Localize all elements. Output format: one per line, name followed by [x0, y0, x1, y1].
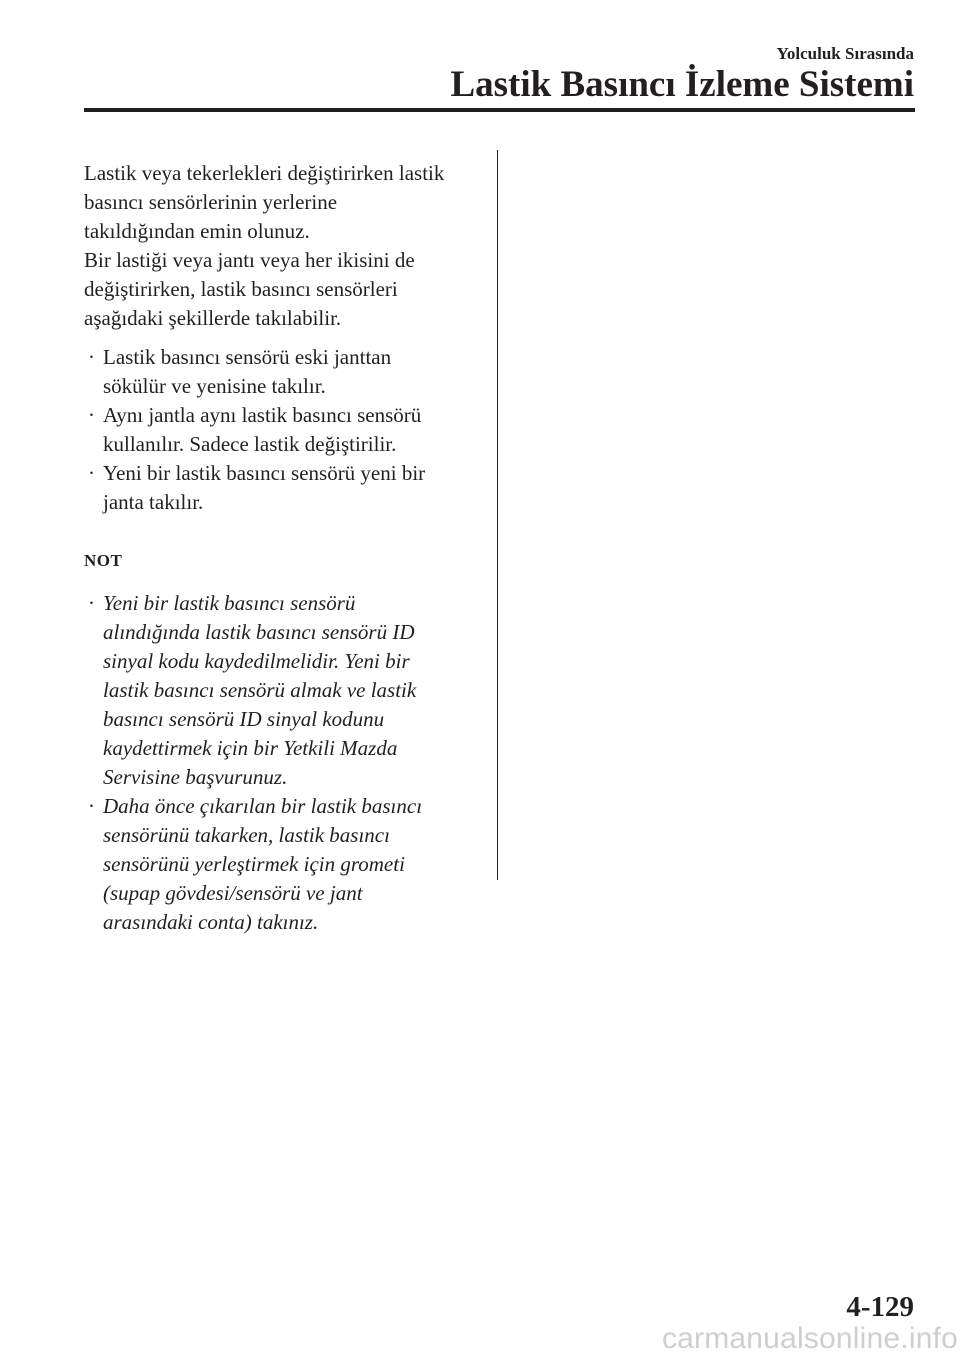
- list-item: [84, 343, 484, 401]
- text-line: basıncı sensörü ID sinyal kodunu: [103, 707, 385, 731]
- bullet-icon: ·: [88, 345, 95, 369]
- text-line: lastik basıncı sensörü almak ve lastik: [103, 678, 417, 702]
- list-item: [84, 792, 484, 937]
- bullet-list: [84, 343, 484, 517]
- text-line: aşağıdaki şekillerde takılabilir.: [84, 306, 342, 330]
- text-line: Yeni bir lastik basıncı sensörü yeni bir: [103, 461, 426, 485]
- list-item: [84, 401, 484, 459]
- text-line: Servisine başvurunuz.: [103, 765, 288, 789]
- text-line: sensörünü yerleştirmek için grometi: [103, 852, 405, 876]
- text-line: kullanılır. Sadece lastik değiştirilir.: [103, 432, 397, 456]
- text-line: Bir lastiği veya jantı veya her ikisini de: [84, 248, 415, 272]
- page-number: 4-129: [846, 1291, 914, 1323]
- text-line: Lastik veya tekerlekleri değiştirirken lastik: [84, 161, 445, 185]
- note-label: NOT: [84, 551, 123, 570]
- text-line: basıncı sensörlerinin yerlerine: [84, 190, 338, 214]
- text-line: janta takılır.: [103, 490, 204, 514]
- text-line: sökülür ve yenisine takılır.: [103, 374, 326, 398]
- text-line: değiştirirken, lastik basıncı sensörleri: [84, 277, 398, 301]
- text-line: Yeni bir lastik basıncı sensörü: [103, 591, 356, 615]
- bullet-icon: ·: [88, 591, 95, 615]
- section-header: Yolculuk Sırasında: [776, 44, 914, 63]
- left-column: [84, 159, 484, 937]
- bullet-icon: ·: [88, 403, 95, 427]
- text-line: (supap gövdesi/sensörü ve jant: [103, 881, 363, 905]
- text-line: Daha önce çıkarılan bir lastik basıncı: [103, 794, 423, 818]
- list-item: [84, 459, 484, 517]
- bullet-icon: ·: [88, 461, 95, 485]
- second-paragraph: [84, 246, 484, 333]
- page-title: Lastik Basıncı İzleme Sistemi: [450, 64, 914, 105]
- text-line: sensörünü takarken, lastik basıncı: [103, 823, 390, 847]
- header-rule: [84, 108, 915, 112]
- column-divider: [497, 150, 498, 880]
- text-line: alındığında lastik basıncı sensörü ID: [103, 620, 415, 644]
- text-line: kaydettirmek için bir Yetkili Mazda: [103, 736, 398, 760]
- list-item: [84, 589, 484, 792]
- watermark-text: carmanualsonline.info: [661, 1322, 958, 1355]
- text-line: takıldığından emin olunuz.: [84, 219, 310, 243]
- text-line: Aynı jantla aynı lastik basıncı sensörü: [103, 403, 422, 427]
- text-line: sinyal kodu kaydedilmelidir. Yeni bir: [103, 649, 410, 673]
- intro-paragraph: [84, 159, 484, 246]
- note-list: [84, 589, 484, 937]
- bullet-icon: ·: [88, 794, 95, 818]
- text-line: Lastik basıncı sensörü eski janttan: [103, 345, 392, 369]
- text-line: arasındaki conta) takınız.: [103, 910, 319, 934]
